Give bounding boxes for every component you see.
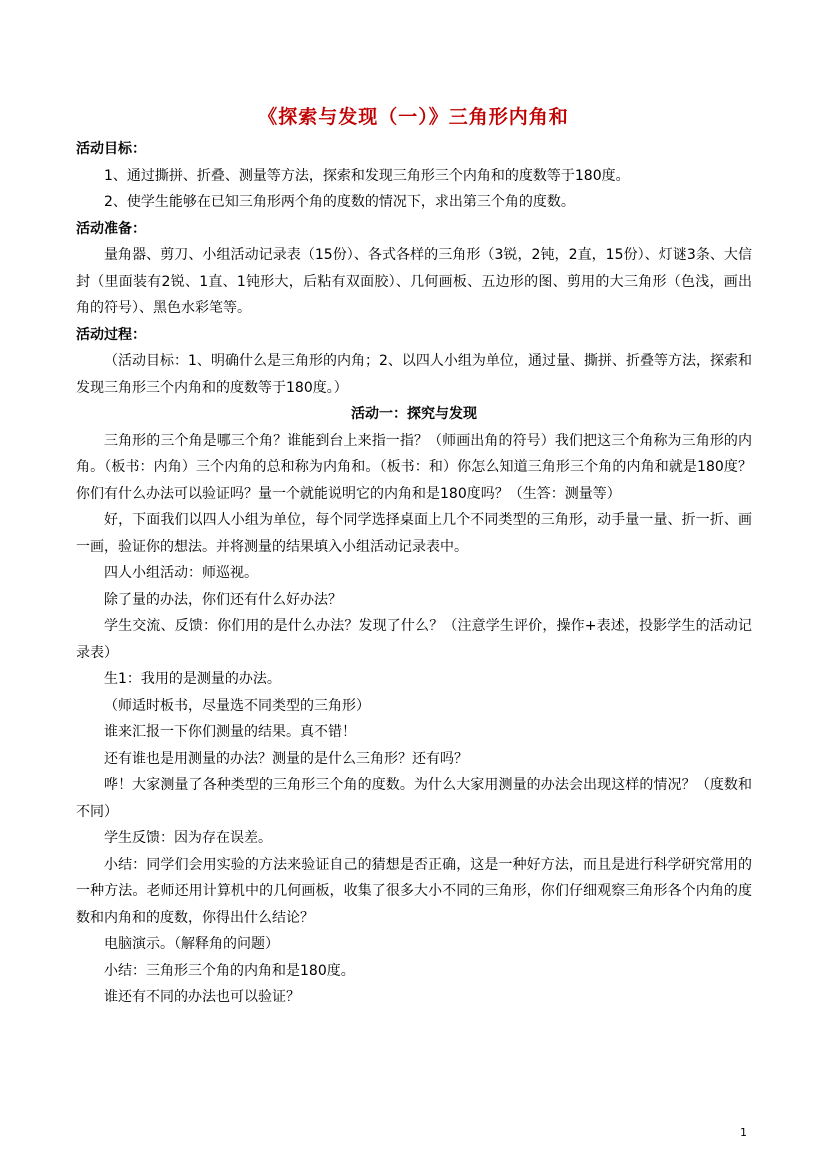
paragraph: 好，下面我们以四人小组为单位，每个同学选择桌面上几个不同类型的三角形，动手量一量、折一折、画一画，验证你的想法。并将测量的结果填入小组活动记录表中。 — [76, 512, 752, 555]
paragraph: 除了量的办法，你们还有什么好办法？ — [104, 591, 342, 608]
process-intro: （活动目标：1、明确什么是三角形的内角；2、以四人小组为单位，通过量、撕拼、折叠等方法，探索和发现三角形三个内角和的度数等于180度。） — [76, 353, 752, 396]
document-body — [76, 136, 752, 1011]
goal-item-1: 1、通过撕拼、折叠、测量等方法，探索和发现三角形三个内角和的度数等于180度。 — [104, 167, 630, 184]
paragraph: 生1：我用的是测量的办法。 — [104, 671, 281, 687]
paragraph: 还有谁也是用测量的办法？测量的是什么三角形？还有吗？ — [104, 750, 468, 767]
paragraph: 哗！大家测量了各种类型的三角形三个角的度数。为什么大家用测量的办法会出现这样的情况？（度数和不同） — [76, 777, 752, 820]
goal-item-2: 2、使学生能够在已知三角形两个角的度数的情况下，求出第三个角的度数。 — [104, 194, 575, 210]
page-number: 1 — [740, 1126, 747, 1139]
prep-text: 量角器、剪刀、小组活动记录表（15份）、各式各样的三角形（3锐，2钝，2直，15份）、灯谜3条、大信封（里面装有2锐、1直、1钝形大，后粘有双面胶）、几何画板、五边形的图、剪用的大三角形（色浅，画出角的符号）、黑色水彩笔等。 — [76, 247, 752, 316]
goal-heading: 活动目标： — [76, 141, 146, 157]
paragraph: 小结：同学们会用实验的方法来验证自己的猜想是否正确，这是一种好方法，而且是进行科学研究常用的一种方法。老师还用计算机中的几何画板，收集了很多大小不同的三角形，你们仔细观察三角形各个内角的度数和内角和的度数，你得出什么结论？ — [76, 856, 752, 926]
paragraph: 小结：三角形三个角的内角和是180度。 — [104, 962, 355, 979]
paragraph: 谁还有不同的办法也可以验证？ — [104, 989, 300, 1005]
paragraph: 学生交流、反馈：你们用的是什么办法？发现了什么？（注意学生评价，操作+表述，投影学生的活动记录表） — [76, 618, 752, 661]
document-title: 《探索与发现（一）》三角形内角和 — [258, 106, 569, 128]
activity1-heading: 活动一：探究与发现 — [351, 406, 477, 422]
prep-heading: 活动准备： — [76, 220, 146, 237]
paragraph: 四人小组活动：师巡视。 — [104, 565, 258, 581]
paragraph: 三角形的三个角是哪三个角？谁能到台上来指一指？（师画出角的符号）我们把这三个角称为三角形的内角。（板书：内角）三个内角的总和称为内角和。（板书：和）你怎么知道三角形三个角的内角和就是180度？你们有什么办法可以验证吗？量一个就能说明它的内角和是180度吗？（生答：测量等） — [76, 432, 752, 502]
paragraph: （师适时板书，尽量选不同类型的三角形） — [104, 697, 370, 714]
paragraph: 学生反馈：因为存在误差。 — [104, 830, 272, 846]
paragraph: 电脑演示。（解释角的问题） — [104, 936, 279, 952]
process-heading: 活动过程： — [76, 326, 146, 343]
paragraph: 谁来汇报一下你们测量的结果。真不错！ — [104, 724, 356, 740]
